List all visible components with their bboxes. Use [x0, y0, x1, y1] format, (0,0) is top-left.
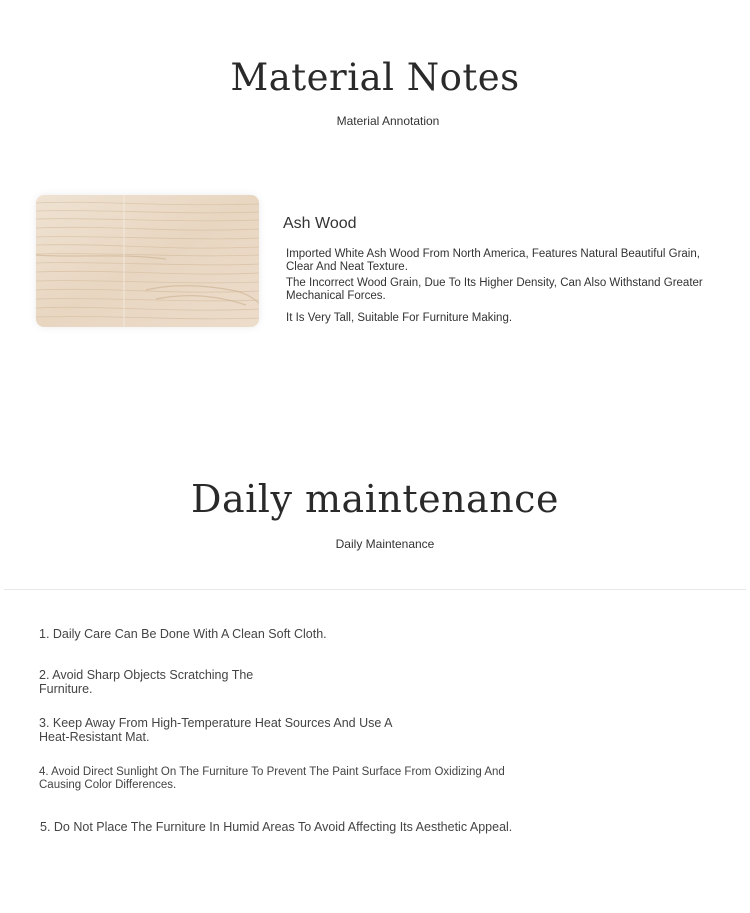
material-description-line-1: Imported White Ash Wood From North America, Features Natural Beautiful Grain, Clear And Neat Texture.	[286, 248, 700, 273]
material-name: Ash Wood	[283, 215, 357, 232]
material-description-line-3: It Is Very Tall, Suitable For Furniture Making.	[286, 312, 513, 324]
maintenance-tip: 5. Do Not Place The Furniture In Humid Areas To Avoid Affecting Its Aesthetic Appeal.	[40, 820, 513, 834]
section-divider	[4, 589, 746, 590]
material-description	[286, 248, 706, 325]
daily-maintenance-subtitle: Daily Maintenance	[335, 537, 435, 551]
material-description-line-2: The Incorrect Wood Grain, Due To Its Higher Density, Can Also Withstand Greater Mechanical Forces.	[286, 277, 703, 302]
material-notes-title: Material Notes	[230, 56, 520, 99]
daily-maintenance-title: Daily maintenance	[191, 477, 559, 521]
maintenance-tip: 4. Avoid Direct Sunlight On The Furniture To Prevent The Paint Surface From Oxidizing And Causing Color Differences.	[39, 766, 505, 791]
material-notes-subtitle: Material Annotation	[336, 114, 440, 128]
maintenance-tip: 1. Daily Care Can Be Done With A Clean Soft Cloth.	[39, 627, 327, 641]
maintenance-tip: 2. Avoid Sharp Objects Scratching The Furniture.	[39, 668, 254, 696]
ash-wood-swatch-image	[36, 195, 259, 327]
maintenance-tip: 3. Keep Away From High-Temperature Heat Sources And Use A Heat-Resistant Mat.	[39, 716, 392, 744]
